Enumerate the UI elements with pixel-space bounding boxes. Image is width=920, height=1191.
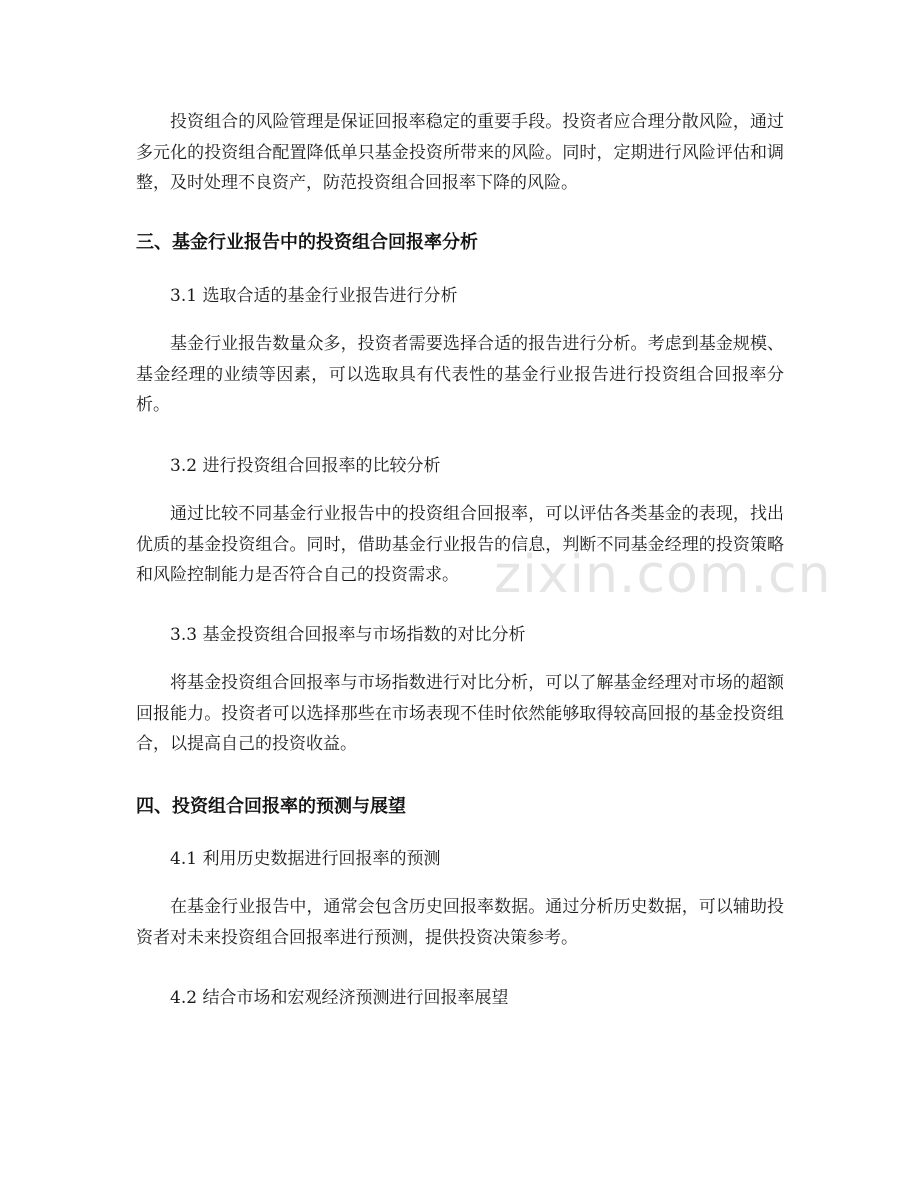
section-3-3-body: 将基金投资组合回报率与市场指数进行对比分析，可以了解基金经理对市场的超额回报能力。投资者可以选择那些在市场表现不佳时依然能够取得较高回报的基金投资组合，以提高自己的投资收益。 [136,673,784,754]
section-4-heading: 四、投资组合回报率的预测与展望 [136,796,406,817]
section-3-heading: 三、基金行业报告中的投资组合回报率分析 [136,232,478,253]
intro-paragraph: 投资组合的风险管理是保证回报率稳定的重要手段。投资者应合理分散风险，通过多元化的投资组合配置降低单只基金投资所带来的风险。同时，定期进行风险评估和调整，及时处理不良资产，防范投资组合回报率下降的风险。 [136,112,784,193]
section-3-1-body: 基金行业报告数量众多，投资者需要选择合适的报告进行分析。考虑到基金规模、基金经理的业绩等因素，可以选取具有代表性的基金行业报告进行投资组合回报率分析。 [136,334,784,415]
section-3-2-body: 通过比较不同基金行业报告中的投资组合回报率，可以评估各类基金的表现，找出优质的基金投资组合。同时，借助基金行业报告的信息，判断不同基金经理的投资策略和风险控制能力是否符合自己的投资需求。 [136,504,784,585]
section-4-1-body: 在基金行业报告中，通常会包含历史回报率数据。通过分析历史数据，可以辅助投资者对未来投资组合回报率进行预测，提供投资决策参考。 [136,897,784,948]
section-3-3-title: 3.3 基金投资组合回报率与市场指数的对比分析 [170,625,526,645]
section-3-1-title: 3.1 选取合适的基金行业报告进行分析 [170,286,458,306]
watermark: zixin.com.cn [494,545,832,605]
section-3-2-title: 3.2 进行投资组合回报率的比较分析 [170,456,441,476]
section-4-1-title: 4.1 利用历史数据进行回报率的预测 [170,849,441,869]
section-4-2-title: 4.2 结合市场和宏观经济预测进行回报率展望 [170,988,509,1008]
